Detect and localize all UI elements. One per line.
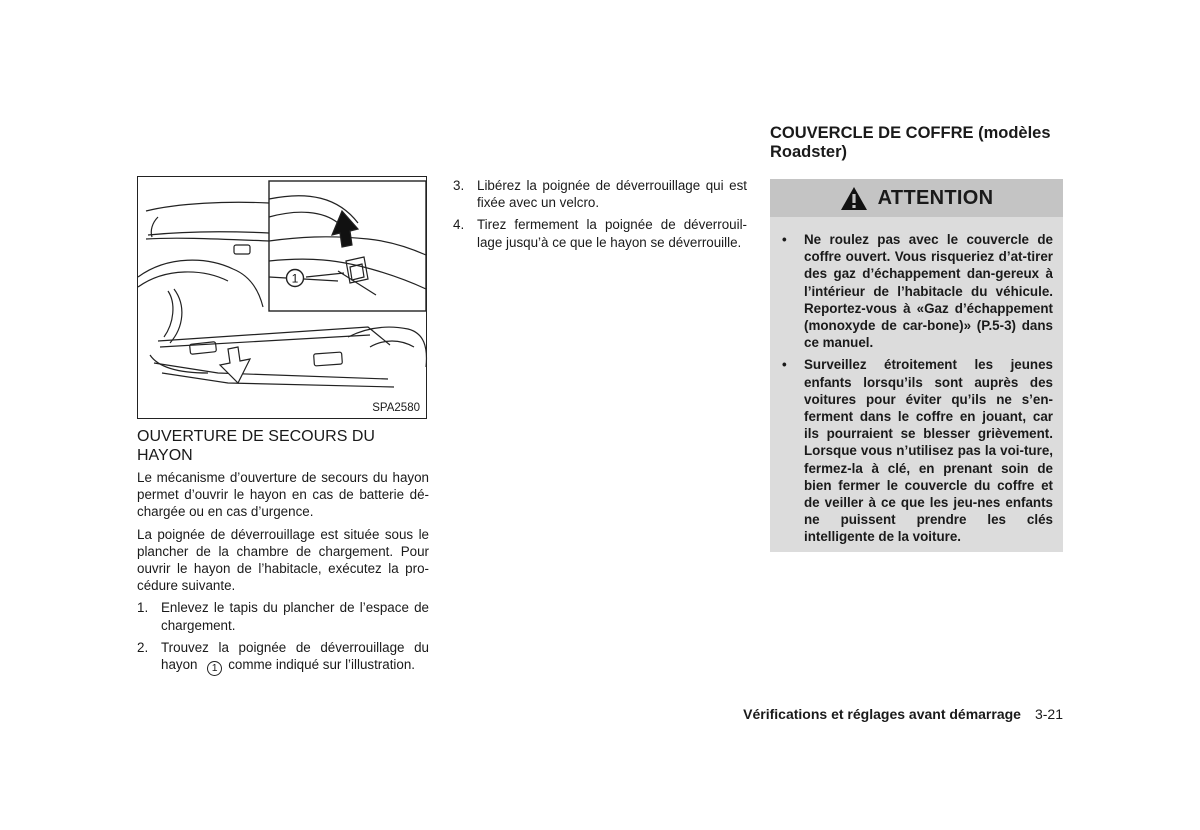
step-text: Enlevez le tapis du plancher de l’espace de chargement. [161,600,429,633]
warning-bullet [780,356,1053,545]
callout-number: 1 [291,271,299,286]
step-text: Libérez la poignée de déverrouillage qui est fixée avec un velcro. [477,178,747,211]
warning-box [770,179,1063,552]
callout-ref: 1 [207,661,222,676]
step-text: Trouvez la poignée de déverrouillage du hayon [161,639,429,673]
warning-list [770,217,1063,546]
list-item [137,639,429,676]
warning-bullet [780,231,1053,351]
left-column [137,469,429,681]
paragraph: Le mécanisme d’ouverture de secours du hayon permet d’ouvrir le hayon en cas de batterie dé-chargée ou en cas d’urgence. [137,470,429,520]
list-item [453,177,747,211]
step-text: comme indiqué sur l’illustration. [228,657,416,673]
warning-header [770,179,1063,217]
step-number: 1. [137,600,149,616]
warning-label: ATTENTION [877,186,994,209]
trunk-release-illustration [138,177,428,420]
step-number: 2. [137,639,149,655]
step-number: 3. [453,178,465,193]
footer-title: Vérifications et réglages avant démarrage [743,706,1021,722]
illustration-frame [137,176,427,419]
bullet-text: Ne roulez pas avec le couvercle de coffre ouvert. Vous risqueriez d’at-tirer des gaz d’échappement dan-gereux à l’intérieur de l’habitacle du véhicule. Reportez-vous à «Gaz d’échappement (monoxyde de car-bone)» (P.5-3) dans ce manuel. [804,232,1053,351]
warning-triangle-icon [840,186,868,211]
section-title: COUVERCLE DE COFFRE (modèles Roadster) [770,124,1051,161]
bullet-dot: • [782,357,787,373]
section-title: OUVERTURE DE SECOURS DU HAYON [137,428,375,464]
bullet-text: Surveillez étroitement les jeunes enfants lorsqu’ils sont auprès des voitures pour éviter qu’ils ne s’en-ferment dans le coffre en jouant, car ils pourraient se blesser grièvement. Lorsque vous n’utilisez pas la voi-ture, fermez-la à clé, en prenant soin de bien fermer le couvercle du coffre et de veiller à ce que les jeu-nes enfants ne puissent prendre les clés intelligente de la voiture. [804,357,1053,545]
page-number: 3-21 [1034,706,1063,722]
middle-column [453,177,747,256]
figure-code: SPA2580 [372,402,420,414]
step-number: 4. [453,217,465,233]
step-text: Tirez fermement la poignée de déverrouil-lage jusqu’à ce que le hayon se déverrouille. [477,217,747,250]
bullet-dot: • [782,232,787,247]
list-item [137,599,429,633]
paragraph: La poignée de déverrouillage est située sous le plancher de la chambre de chargement. Pour ouvrir le hayon de l’habitacle, exécutez la pro-cédure suivante. [137,526,429,594]
list-item [453,216,747,250]
page-footer [743,706,1063,722]
